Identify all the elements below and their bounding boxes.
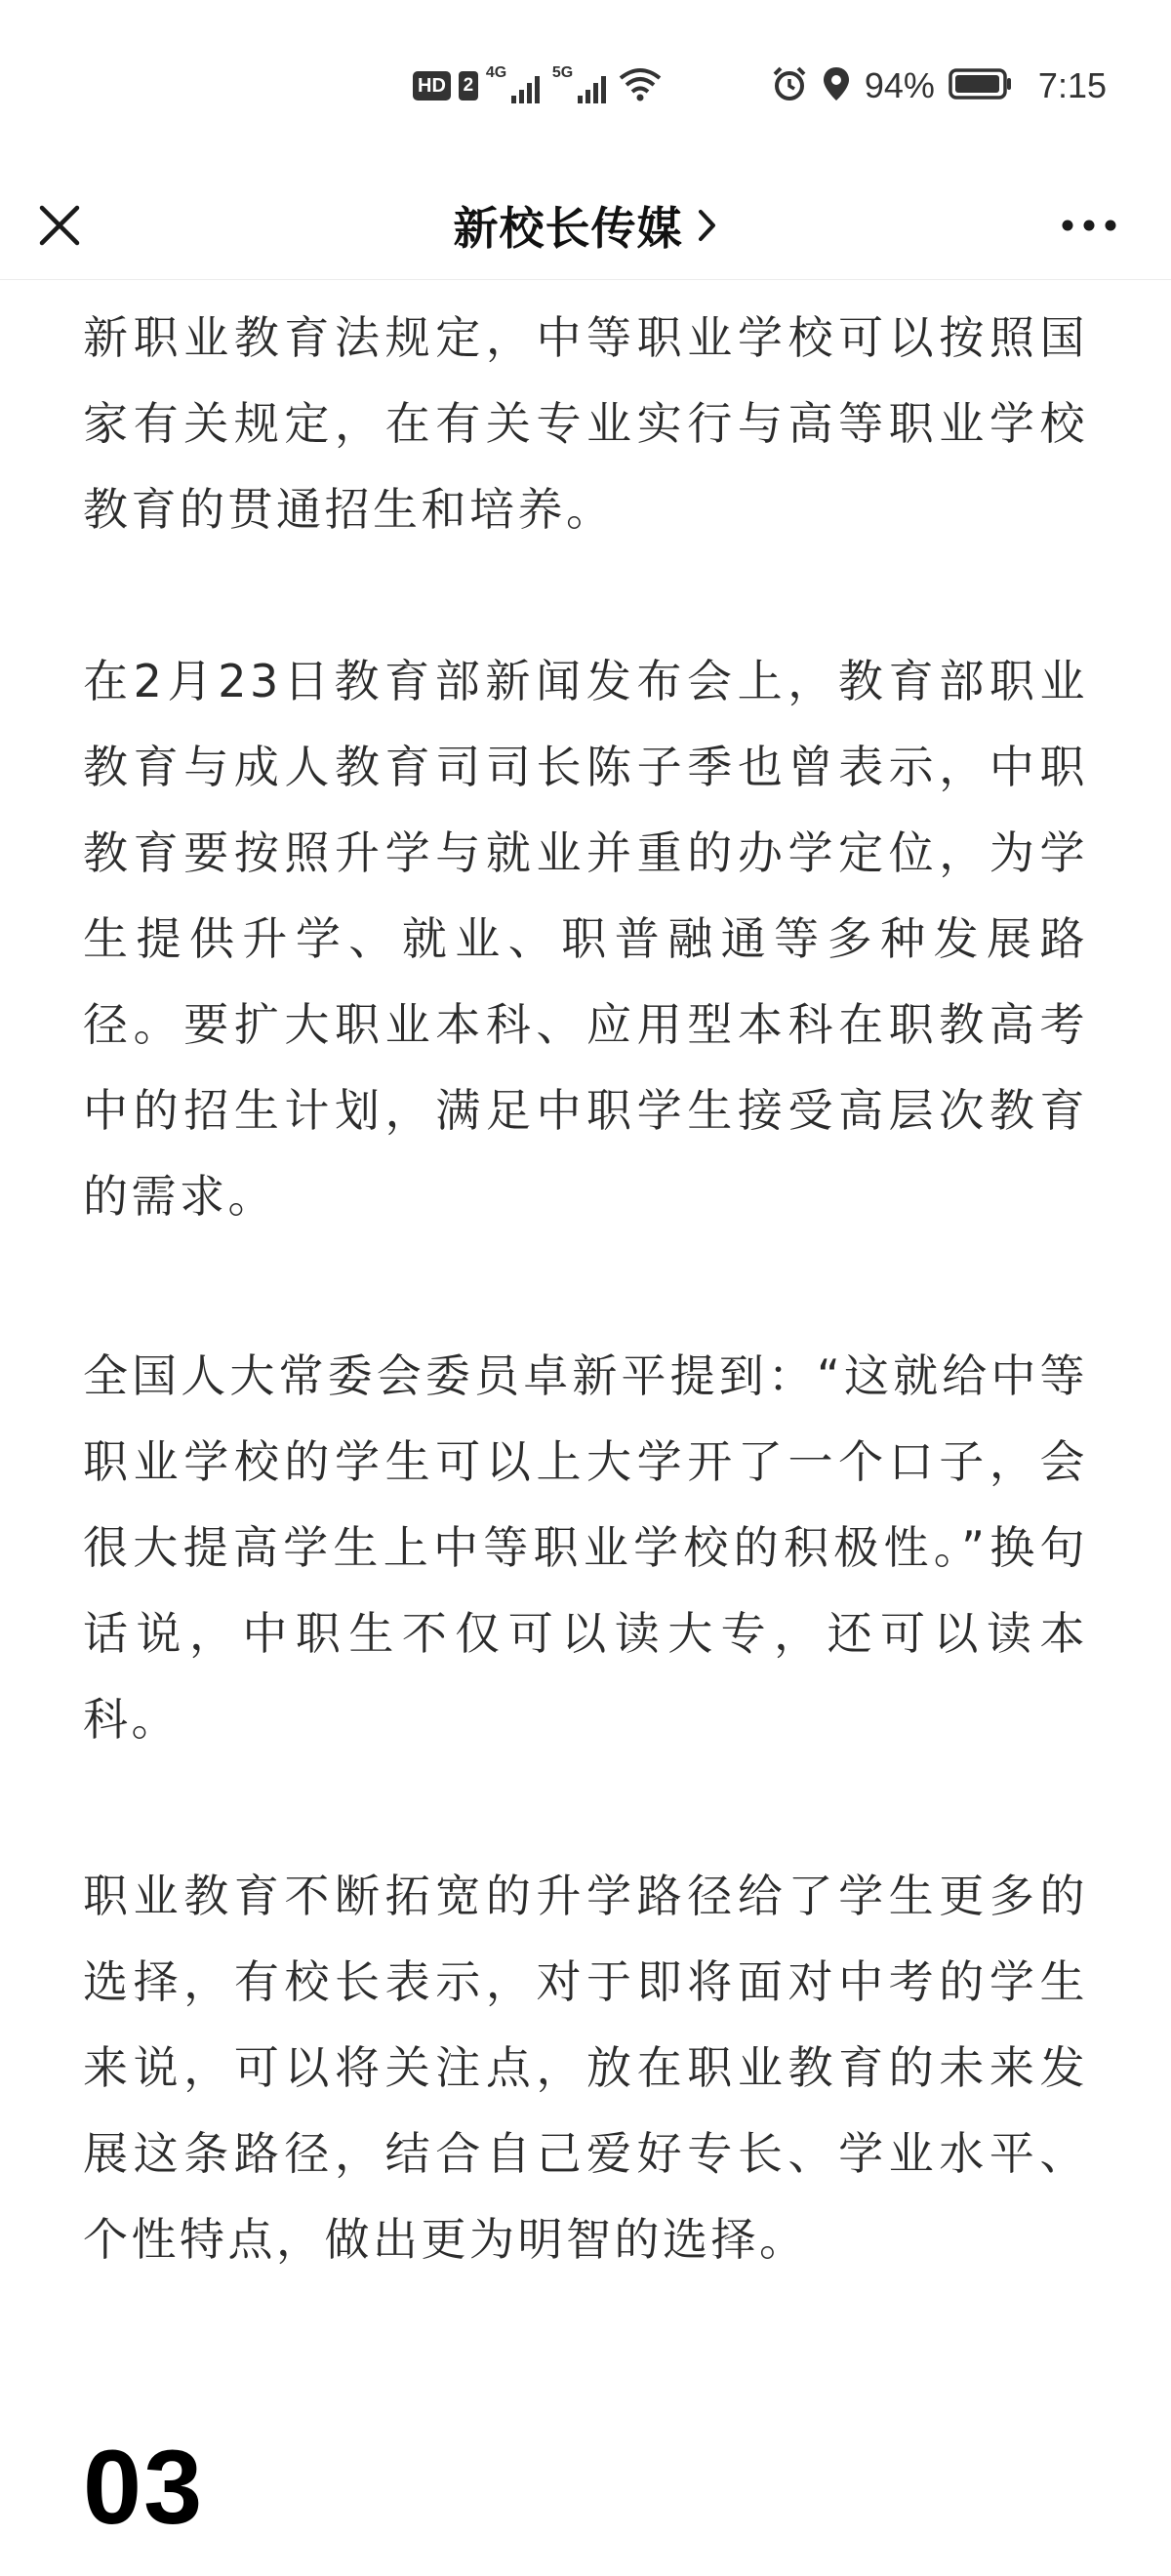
alarm-icon <box>771 65 808 107</box>
more-icon <box>1058 208 1120 243</box>
article-paragraph: 职业教育不断拓宽的升学路径给了学生更多的选择，有校长表示，对于即将面对中考的学生来说，可以将关注点，放在职业教育的未来发展这条路径，结合自己爱好专长、学业水平、个性特点，做出更为明智的选择。 <box>83 1870 1088 2266</box>
article-paragraph: 全国人大常委会委员卓新平提到：“这就给中等职业学校的学生可以上大学开了一个口子，会很大提高学生上中等职业学校的积极性。”换句话说，中职生不仅可以读大专，还可以读本科。 <box>83 1349 1088 1746</box>
nav-bar <box>0 172 1171 280</box>
wifi-icon <box>619 66 662 105</box>
page-title: 新校长传媒 <box>453 202 683 255</box>
hd-badge: HD <box>413 71 451 101</box>
status-bar-left <box>413 64 662 107</box>
account-name-link[interactable] <box>0 172 1171 279</box>
section-number: 03 <box>83 2428 205 2546</box>
signal-5g-icon <box>552 64 611 107</box>
article-paragraph: 在2月23日教育部新闻发布会上，教育部职业教育与成人教育司司长陈子季也曾表示，中职教育要按照升学与就业并重的办学定位，为学生提供升学、就业、职普融通等多种发展路径。要扩大职业本科、应用型本科在职教高考中的招生计划，满足中职学生接受高层次教育的需求。 <box>83 655 1088 1223</box>
more-button[interactable] <box>1058 208 1120 243</box>
sim-number: 2 <box>459 71 478 101</box>
network-type-5g: 5G <box>551 64 574 81</box>
battery-percent: 94% <box>864 65 935 105</box>
article-paragraph: 新职业教育法规定，中等职业学校可以按照国家有关规定，在有关专业实行与高等职业学校教育的贯通招生和培养。 <box>83 311 1088 536</box>
clock: 7:15 <box>1037 65 1107 105</box>
location-icon <box>822 65 851 107</box>
status-bar <box>0 0 1171 172</box>
status-bar-right <box>771 60 1107 111</box>
battery-icon <box>949 68 1013 104</box>
chevron-right-icon <box>697 208 718 243</box>
signal-4g-icon <box>486 64 545 107</box>
network-type-4g: 4G <box>485 64 507 81</box>
